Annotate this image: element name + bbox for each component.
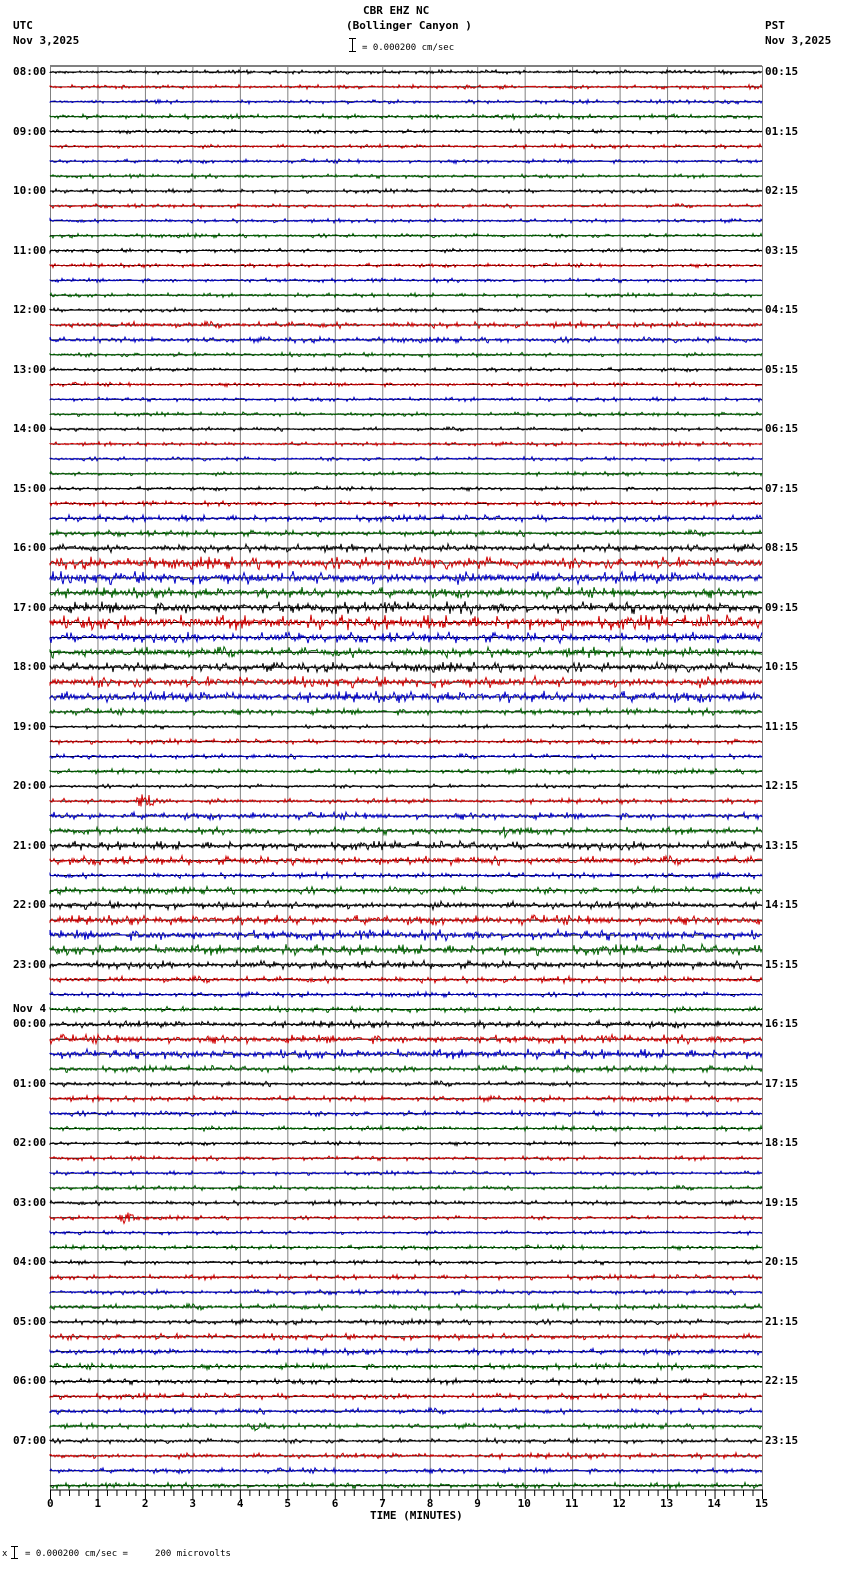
- x-tick-label: 9: [474, 1497, 481, 1510]
- utc-hour-label: 22:00: [13, 898, 47, 912]
- utc-hour-label: 05:00: [13, 1314, 47, 1328]
- pst-hour-label: 18:15: [765, 1136, 799, 1150]
- pst-hour-label: 14:15: [765, 898, 799, 912]
- x-tick-label: 5: [284, 1497, 291, 1510]
- utc-hour-label: 13:00: [13, 362, 47, 376]
- x-tick-label: 1: [94, 1497, 102, 1510]
- x-tick-label: 8: [426, 1497, 434, 1510]
- utc-hour-label: 14:00: [13, 422, 47, 436]
- pst-hour-label: 23:15: [765, 1433, 799, 1447]
- x-tick-label: 10: [517, 1497, 531, 1510]
- utc-hour-label: 09:00: [13, 124, 47, 138]
- pst-hour-label: 08:15: [765, 541, 799, 555]
- utc-hour-label: 18:00: [13, 660, 47, 674]
- pst-hour-label: 03:15: [765, 243, 799, 257]
- x-tick-label: 4: [236, 1497, 244, 1510]
- utc-hour-label: 19:00: [13, 719, 47, 733]
- utc-hour-label: 08:00: [13, 65, 47, 78]
- pst-hour-label: 09:15: [765, 600, 799, 614]
- utc-hour-label: 02:00: [13, 1136, 47, 1150]
- pst-hour-label: 06:15: [765, 422, 799, 436]
- right-date: Nov 3,2025: [765, 34, 832, 47]
- utc-hour-label: 06:00: [13, 1374, 47, 1388]
- pst-hour-label: 11:15: [765, 719, 799, 733]
- pst-hour-label: 21:15: [765, 1314, 799, 1328]
- pst-hour-label: 20:15: [765, 1255, 799, 1269]
- x-axis-label: TIME (MINUTES): [370, 1509, 463, 1522]
- utc-hour-label: 17:00: [13, 600, 47, 614]
- x-tick-label: 3: [189, 1497, 197, 1510]
- pst-hour-label: 17:15: [765, 1076, 799, 1090]
- pst-hour-label: 00:15: [765, 65, 799, 78]
- left-timezone: UTC: [13, 19, 33, 32]
- utc-hour-label: 03:00: [13, 1195, 47, 1209]
- date-change-label: Nov 4: [13, 1002, 47, 1016]
- utc-hour-label: 20:00: [13, 779, 47, 793]
- pst-hour-label: 22:15: [765, 1374, 799, 1388]
- footer-marker: x: [2, 1549, 8, 1559]
- x-tick-label: 11: [565, 1497, 579, 1510]
- pst-hour-label: 15:15: [765, 957, 799, 971]
- pst-hour-label: 19:15: [765, 1195, 799, 1209]
- utc-hour-label: 11:00: [13, 243, 47, 257]
- footer-scale-cap-top: [11, 1546, 18, 1547]
- pst-hour-label: 07:15: [765, 481, 799, 495]
- utc-hour-label: 21:00: [13, 838, 47, 852]
- x-tick-label: 6: [331, 1497, 339, 1510]
- pst-hour-label: 04:15: [765, 303, 799, 317]
- utc-hour-label: 10:00: [13, 184, 47, 198]
- station-location: (Bollinger Canyon ): [346, 19, 472, 32]
- utc-hour-label: 04:00: [13, 1255, 47, 1269]
- utc-hour-label: 12:00: [13, 303, 47, 317]
- x-tick-label: 2: [141, 1497, 149, 1510]
- x-tick-label: 12: [612, 1497, 626, 1510]
- utc-hour-label: 01:00: [13, 1076, 47, 1090]
- x-tick-label: 14: [707, 1497, 721, 1510]
- x-tick-label: 0: [47, 1497, 54, 1510]
- pst-hour-label: 12:15: [765, 779, 799, 793]
- pst-hour-label: 16:15: [765, 1017, 799, 1031]
- right-timezone: PST: [765, 19, 785, 32]
- x-tick-label: 7: [379, 1497, 386, 1510]
- station-title: CBR EHZ NC: [363, 4, 430, 17]
- left-date: Nov 3,2025: [13, 34, 80, 47]
- x-tick-label: 15: [755, 1497, 769, 1510]
- footer-scale-text: = 0.000200 cm/sec = 200 microvolts: [25, 1549, 231, 1559]
- x-tick-label: 13: [660, 1497, 674, 1510]
- pst-hour-label: 10:15: [765, 660, 799, 674]
- utc-hour-label: 15:00: [13, 481, 47, 495]
- scale-text: = 0.000200 cm/sec: [362, 43, 455, 53]
- utc-hour-label: 23:00: [13, 957, 47, 971]
- pst-hour-label: 05:15: [765, 362, 799, 376]
- utc-hour-label: 07:00: [13, 1433, 47, 1447]
- utc-hour-label: 16:00: [13, 541, 47, 555]
- pst-hour-label: 02:15: [765, 184, 799, 198]
- utc-hour-label: 00:00: [13, 1017, 47, 1031]
- pst-hour-label: 13:15: [765, 838, 799, 852]
- pst-hour-label: 01:15: [765, 124, 799, 138]
- footer-scale-cap-bottom: [11, 1558, 18, 1559]
